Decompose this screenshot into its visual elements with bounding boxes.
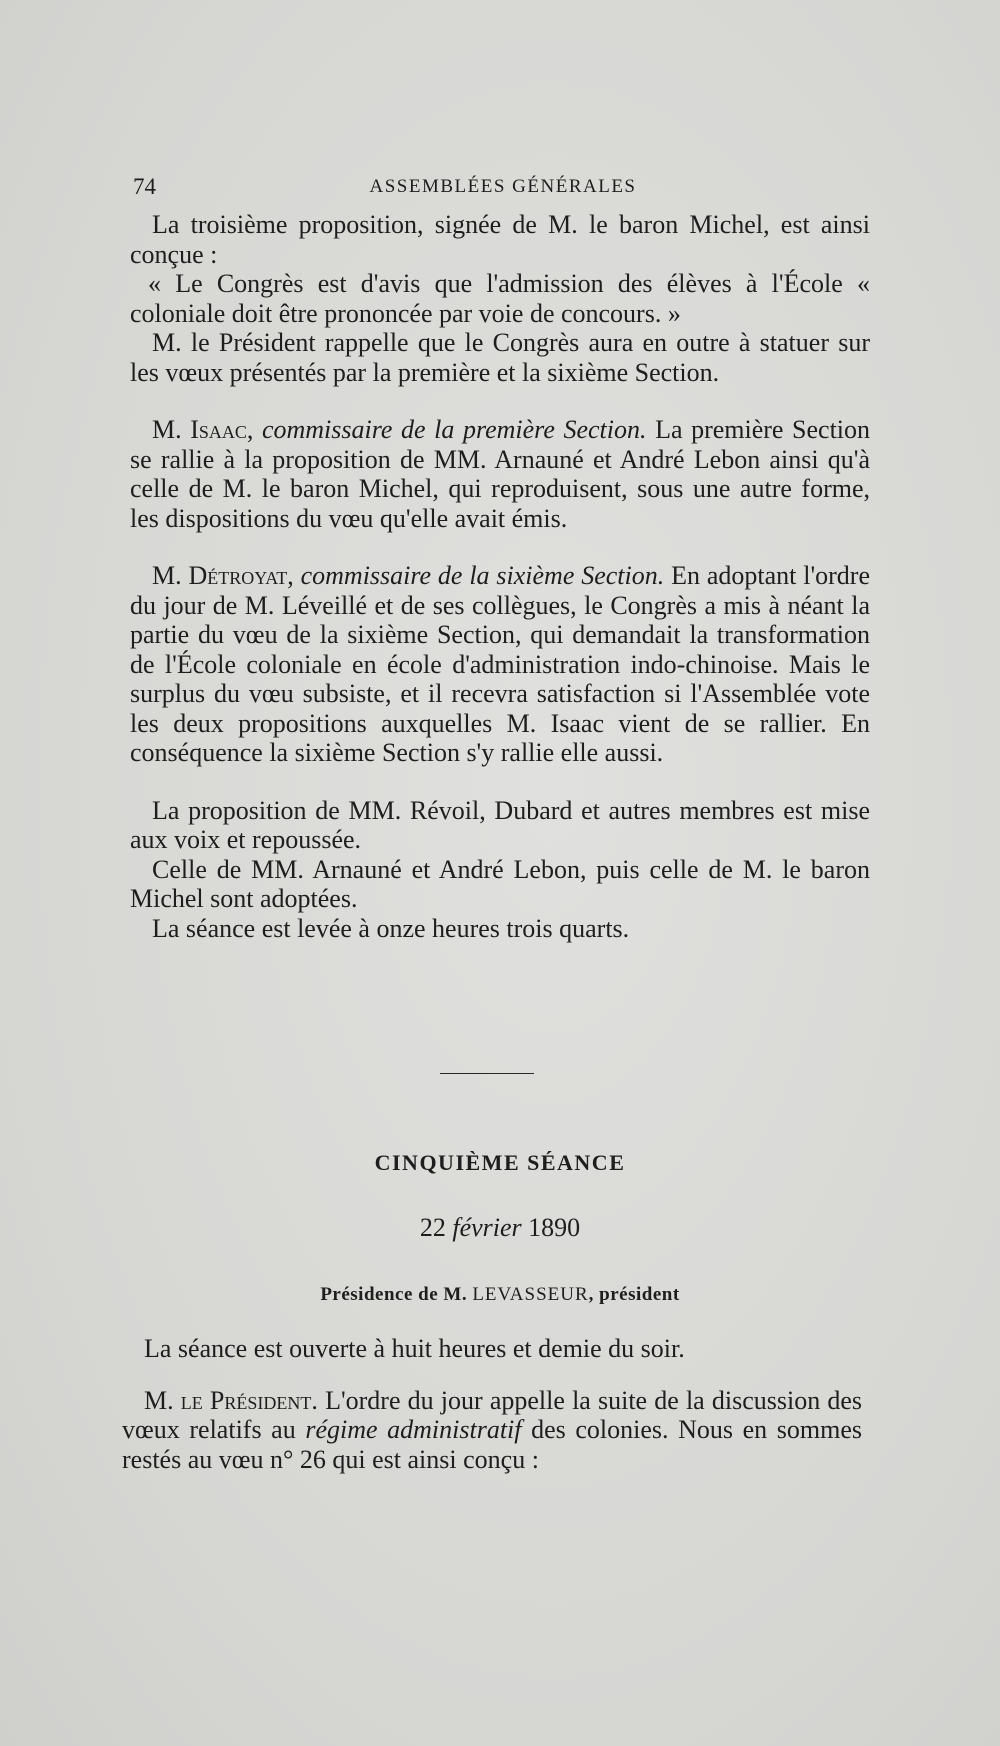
- session-text: [122, 1334, 862, 1474]
- paragraph: Celle de MM. Arnauné et André Lebon, puis celle de M. le baron Michel sont adoptées.: [130, 854, 870, 913]
- date-year: 1890: [528, 1213, 581, 1242]
- session-date: [0, 1213, 1000, 1243]
- paragraph: La proposition de MM. Révoil, Dubard et autres membres est mise aux voix et repoussée.: [130, 795, 870, 854]
- date-day: 22: [419, 1213, 446, 1242]
- speech-text: En adoptant l'ordre du jour de M. Léveillé et de ses collègues, le Congrès a mis à néant la partie du vœu de la sixième Section, qui demandait la transformation de l'École coloniale en école d'administration indo-chinoise. Mais le surplus du vœu subsiste, et il recevra satisfaction si l'Assemblée vote les deux propositions auxquelles M. Isaac vient de se rallier. En conséquence la sixième Section s'y rallie elle aussi.: [130, 561, 870, 767]
- president-name: LEVASSEUR: [472, 1284, 589, 1305]
- speech-president: [122, 1386, 862, 1475]
- page-header: [133, 174, 873, 202]
- presidency-suffix: , président: [588, 1284, 680, 1305]
- speech-text: L'ordre du jour appelle la suite de la discussion des vœux relatifs au: [122, 1385, 863, 1444]
- speaker-name: M. Détroyat,: [152, 561, 294, 590]
- speech-detroyat: [130, 561, 870, 768]
- paragraph: La séance est ouverte à huit heures et demie du soir.: [144, 1334, 685, 1363]
- presidency-line: [0, 1284, 1000, 1306]
- page-number: 74: [133, 174, 156, 199]
- paragraph: M. le Président rappelle que le Congrès aura en outre à statuer sur les vœux présentés par la première et la sixième Section.: [130, 328, 870, 387]
- speech-isaac: [130, 415, 870, 533]
- paragraph: La troisième proposition, signée de M. le baron Michel, est ainsi conçue :: [130, 210, 870, 269]
- paragraph: La séance est levée à onze heures trois quarts.: [152, 913, 630, 943]
- date-month: février: [452, 1213, 522, 1242]
- speaker-name: M. le Président.: [144, 1385, 318, 1415]
- speech-italic: régime administratif: [305, 1415, 522, 1444]
- quoted-proposal: « Le Congrès est d'avis que l'admission des élèves à l'École « coloniale doit être prononcée par voie de concours. »: [130, 269, 870, 328]
- speech-text-end: des colonies. Nous en sommes restés au vœu n° 26 qui est ainsi conçu :: [122, 1415, 862, 1474]
- main-text: [130, 210, 870, 943]
- speaker-name: M. Isaac,: [152, 415, 254, 444]
- presidency-prefix: Présidence de M.: [320, 1284, 468, 1305]
- speaker-role: commissaire de la sixième Section.: [300, 561, 665, 590]
- speaker-role: commissaire de la première Section.: [261, 415, 647, 444]
- speech-text: La première Section se rallie à la proposition de MM. Arnauné et André Lebon ainsi qu'à celle de M. le baron Michel, qui reproduisent, sous une autre forme, les dispositions du vœu qu'elle avait émis.: [130, 415, 871, 533]
- session-title: CINQUIÈME SÉANCE: [374, 1150, 626, 1175]
- section-divider: [440, 1073, 534, 1074]
- running-head: ASSEMBLÉES GÉNÉRALES: [369, 176, 637, 197]
